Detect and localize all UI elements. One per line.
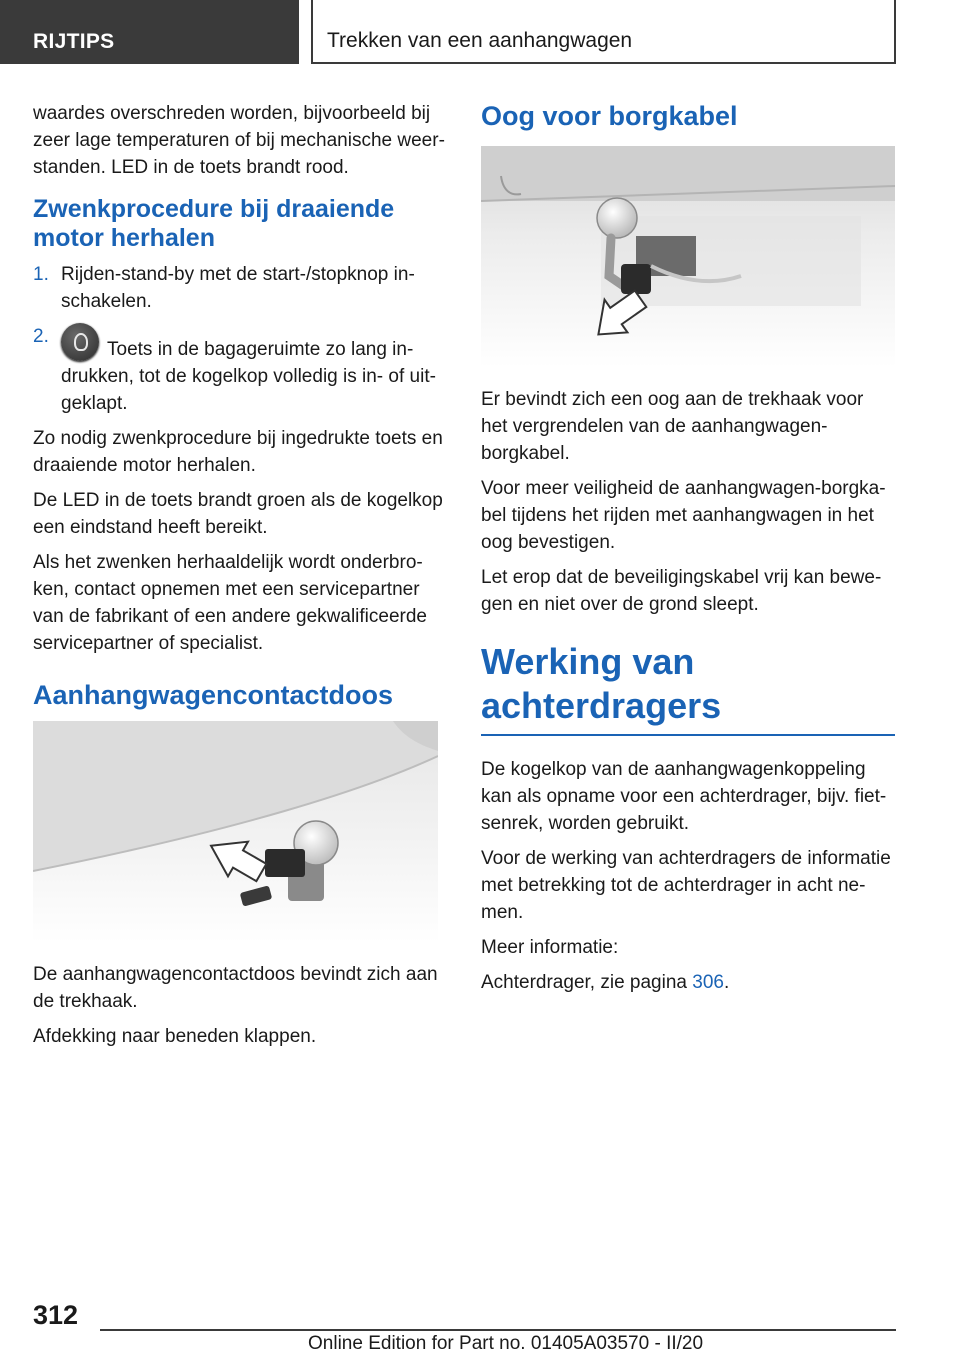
right-column [481,100,895,1004]
step-text: Rijden-stand-by met de start-/stopknop inschakelen. [61,264,415,312]
steps-list [33,261,447,417]
header-section [0,0,299,64]
step-number: 2. [33,326,49,347]
eye-heading: Oog voor borgkabel [481,101,738,131]
header-chapter-title: Trekken van een aanhangwagen [327,29,633,52]
carrier-usage-paragraph: De kogelkop van de aanhangwagenkoppeling kan als opname voor een achterdrager, bijv. fietsenrek, worden gebruikt. [481,759,887,834]
reference-suffix: . [723,972,730,993]
socket-location-paragraph: De aanhangwagencontactdoos bevindt zich aan de trekhaak. [33,964,438,1012]
intro-paragraph: waardes overschreden worden, bijvoorbeeld bij zeer lage temperaturen of bij mechanische weerstanden. LED in de toets brandt rood. [33,103,445,178]
service-paragraph: Als het zwenken herhaaldelijk wordt onderbroken, contact opnemen met een servicepartner van de fabrikant of een andere gekwalificeerde servicepartner of specialist. [33,552,427,654]
reference-prefix: Achterdrager, zie pagina [481,972,693,993]
carrier-heading: Werking van achterdragers [481,640,895,736]
step-text: Toets in de bagageruimte zo lang indrukken, tot de kogelkop volledig is in- of uitgeklapt. [61,339,436,414]
page-number: 312 [33,1300,79,1330]
eye-location-paragraph: Er bevindt zich een oog aan de trekhaak voor het vergrendelen van de aanhangwagen-borgkabel. [481,389,864,464]
step-number: 1. [33,264,49,285]
socket-illustration [33,721,438,943]
tow-hook-button-icon [61,323,99,361]
carrier-reference [481,969,895,996]
eye-illustration [481,146,895,368]
carrier-info-paragraph: Voor de werking van achterdragers de informatie met betrekking tot de achterdrager in acht nemen. [481,848,891,923]
list-item [33,261,447,315]
eye-safety-paragraph: Voor meer veiligheid de aanhangwagen-borgkabel tijdens het rijden met aanhangwagen in het oog bevestigen. [481,478,886,553]
header-chapter [311,0,896,64]
left-column [33,100,447,1058]
socket-heading: Aanhangwagencontactdoos [33,680,394,710]
socket-cover-paragraph: Afdekking naar beneden klappen. [33,1026,317,1047]
more-info-label: Meer informatie: [481,937,619,958]
repeat-paragraph: Zo nodig zwenkprocedure bij ingedrukte toets en draaiende motor herhalen. [33,428,443,476]
page-link-306[interactable]: 306 [692,972,724,993]
led-paragraph: De LED in de toets brandt groen als de kogelkop een eindstand heeft bereikt. [33,490,443,538]
footer-divider [100,1329,896,1331]
header-section-label: RIJTIPS [33,30,115,53]
repeat-heading: Zwenkprocedure bij draaiende motor herhalen [33,195,395,252]
footer-edition: Online Edition for Part no. 01405A03570 - II/20 [308,1333,704,1354]
eye-cable-paragraph: Let erop dat de beveiligingskabel vrij kan bewegen en niet over de grond sleept. [481,567,882,615]
list-item [33,323,447,417]
